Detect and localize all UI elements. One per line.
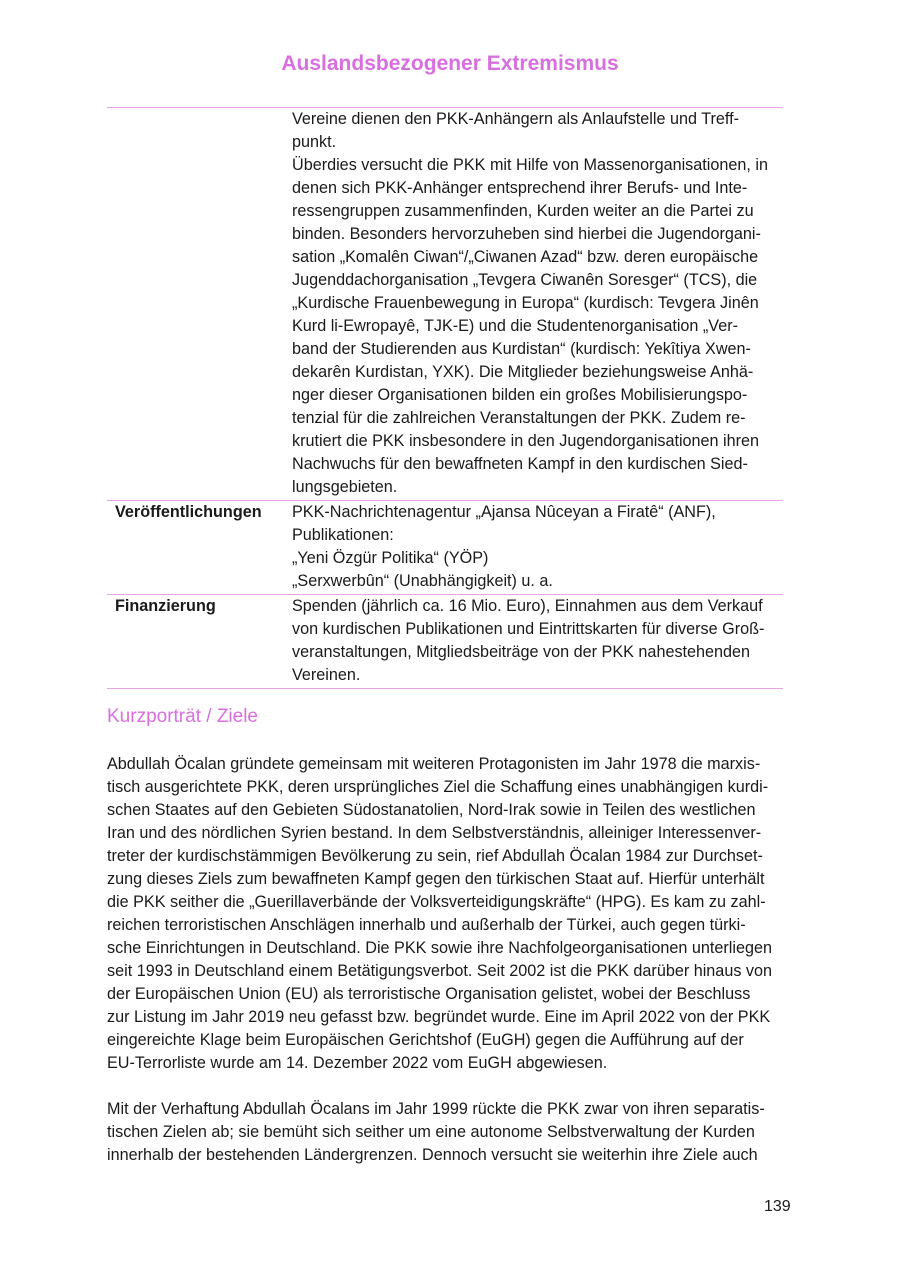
text-line: von kurdischen Publikationen und Eintrittskarten für diverse Groß- [292, 620, 765, 638]
body-paragraph [107, 753, 797, 1075]
page-number: 139 [764, 1198, 791, 1215]
text-line: Nachwuchs für den bewaffneten Kampf in den kurdischen Sied- [292, 455, 748, 473]
text-line: zur Listung im Jahr 2019 neu gefasst bzw. begründet wurde. Eine im April 2022 von der PKK [107, 1008, 771, 1026]
row-value [286, 108, 783, 501]
text-line: lungsgebieten. [292, 478, 398, 496]
text-line: band der Studierenden aus Kurdistan“ (kurdisch: Yekîtiya Xwen- [292, 340, 751, 358]
text-line: binden. Besonders hervorzuheben sind hierbei die Jugendorgani- [292, 225, 761, 243]
text-line: schen Staates auf den Gebieten Südostanatolien, Nord-Irak sowie in Teilen des westlichen [107, 801, 756, 819]
text-line: seit 1993 in Deutschland einem Betätigungsverbot. Seit 2002 ist die PKK darüber hinaus von [107, 962, 773, 980]
text-line: sation „Komalên Ciwan“/„Ciwanen Azad“ bzw. deren europäische [292, 248, 759, 266]
section-heading: Kurzporträt / Ziele [107, 706, 258, 727]
text-line: „Serxwerbûn“ (Unabhängigkeit) u. a. [292, 572, 553, 590]
text-line: Iran und des nördlichen Syrien bestand. In dem Selbstverständnis, alleiniger Interessenver- [107, 824, 762, 842]
text-line: nger dieser Organisationen bilden ein großes Mobilisierungspo- [292, 386, 748, 404]
text-line: ressengruppen zusammenfinden, Kurden weiter an die Partei zu [292, 202, 754, 220]
text-line: die PKK seither die „Guerillaverbände der Volksverteidigungskräfte“ (HPG). Es kam zu zahl- [107, 893, 766, 911]
text-line: reichen terroristischen Anschlägen innerhalb und außerhalb der Türkei, auch gegen türki- [107, 916, 746, 934]
row-value [286, 501, 783, 595]
table-row [107, 108, 783, 501]
text-line: tischen Zielen ab; sie bemüht sich seither um eine autonome Selbstverwaltung der Kurden [107, 1123, 755, 1141]
text-line: zung dieses Ziels zum bewaffneten Kampf gegen den türkischen Staat auf. Hierfür unterhält [107, 870, 765, 888]
table-row [107, 501, 783, 595]
text-line: Vereinen. [292, 666, 361, 684]
row-label [107, 108, 286, 501]
text-line: der Europäischen Union (EU) als terroristische Organisation gelistet, wobei der Beschluss [107, 985, 751, 1003]
text-line: veranstaltungen, Mitgliedsbeiträge von der PKK nahestehenden [292, 643, 751, 661]
info-table [107, 107, 783, 689]
text-line: Überdies versucht die PKK mit Hilfe von Massenorganisationen, in [292, 156, 768, 174]
text-line: Publikationen: [292, 526, 394, 544]
text-line: „Kurdische Frauenbewegung in Europa“ (kurdisch: Tevgera Jinên [292, 294, 759, 312]
text-line: dekarên Kurdistan, YXK). Die Mitglieder beziehungsweise Anhä- [292, 363, 754, 381]
text-line: punkt. [292, 133, 337, 151]
text-line: Spenden (jährlich ca. 16 Mio. Euro), Einnahmen aus dem Verkauf [292, 597, 763, 615]
text-line: denen sich PKK-Anhänger entsprechend ihrer Berufs- und Inte- [292, 179, 748, 197]
table-row [107, 595, 783, 689]
text-line: Jugenddachorganisation „Tevgera Ciwanên Soresger“ (TCS), die [292, 271, 758, 289]
text-line: sche Einrichtungen in Deutschland. Die PKK sowie ihre Nachfolgeorganisationen unterliegen [107, 939, 772, 957]
text-line: Mit der Verhaftung Abdullah Öcalans im Jahr 1999 rückte die PKK zwar von ihren separatis- [107, 1100, 765, 1118]
text-line: Kurd li-Ewropayê, TJK-E) und die Studentenorganisation „Ver- [292, 317, 738, 335]
body-paragraph [107, 1098, 797, 1167]
row-label: Veröffentlichungen [107, 501, 286, 595]
text-line: „Yeni Özgür Politika“ (YÖP) [292, 549, 489, 567]
text-line: PKK-Nachrichtenagentur „Ajansa Nûceyan a Firatê“ (ANF), [292, 503, 716, 521]
row-value [286, 595, 783, 689]
text-line: eingereichte Klage beim Europäischen Gerichtshof (EuGH) gegen die Aufführung auf der [107, 1031, 744, 1049]
text-line: tisch ausgerichtete PKK, deren ursprüngliches Ziel die Schaffung eines unabhängigen kurdi- [107, 778, 769, 796]
text-line: krutiert die PKK insbesondere in den Jugendorganisationen ihren [292, 432, 760, 450]
text-line: treter der kurdischstämmigen Bevölkerung zu sein, rief Abdullah Öcalan 1984 zur Durchset- [107, 847, 763, 865]
running-header: Auslandsbezogener Extremismus [281, 52, 619, 75]
text-line: EU-Terrorliste wurde am 14. Dezember 2022 vom EuGH abgewiesen. [107, 1054, 608, 1072]
text-line: Vereine dienen den PKK-Anhängern als Anlaufstelle und Treff- [292, 110, 739, 128]
text-line: Abdullah Öcalan gründete gemeinsam mit weiteren Protagonisten im Jahr 1978 die marxis- [107, 755, 761, 773]
text-line: tenzial für die zahlreichen Veranstaltungen der PKK. Zudem re- [292, 409, 746, 427]
text-line: innerhalb der bestehenden Ländergrenzen. Dennoch versucht sie weiterhin ihre Ziele auch [107, 1146, 758, 1164]
row-label: Finanzierung [107, 595, 286, 689]
